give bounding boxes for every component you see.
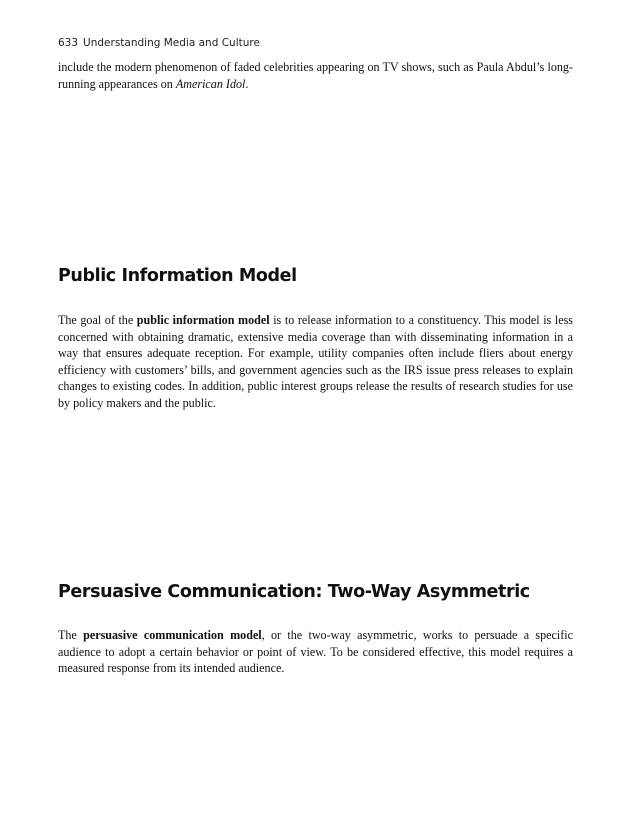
running-header bbox=[58, 37, 260, 49]
intro-paragraph bbox=[58, 59, 573, 92]
public-info-text-before: The goal of the bbox=[58, 313, 137, 327]
heading-public-information-model: Public Information Model bbox=[58, 266, 297, 286]
public-info-text-after: is to release information to a constituency. This model is less concerned with obtaining dramatic, extensive media coverage than with disseminating information in a way that ensures adequate reception. For example, utility companies often include fliers about energy efficiency with customers’ bills, and government agencies such as the IRS issue press releases to explain changes to existing codes. In addition, public interest groups release the results of research studies for use by policy makers and the public. bbox=[58, 313, 573, 410]
public-info-bold-term: public information model bbox=[136, 313, 270, 327]
persuasive-communication-paragraph bbox=[58, 627, 573, 677]
persuasive-bold-term: persuasive communication model bbox=[83, 628, 262, 642]
heading-persuasive-communication: Persuasive Communication: Two-Way Asymmetric bbox=[58, 582, 530, 602]
intro-text-after: . bbox=[245, 76, 249, 91]
public-information-paragraph bbox=[58, 312, 573, 412]
intro-text-before: include the modern phenomenon of faded celebrities appearing on TV shows, such as Paula Abdul’s long-running appearances on bbox=[58, 60, 573, 91]
persuasive-text-before: The bbox=[58, 628, 84, 642]
book-title: Understanding Media and Culture bbox=[83, 37, 260, 49]
show-title-italic: American Idol bbox=[175, 76, 246, 91]
persuasive-text-after: , or the two-way asymmetric, works to persuade a specific audience to adopt a certain behavior or point of view. To be considered effective, this model requires a measured response from its intended audience. bbox=[58, 628, 573, 676]
page-number: 633 bbox=[58, 37, 79, 49]
